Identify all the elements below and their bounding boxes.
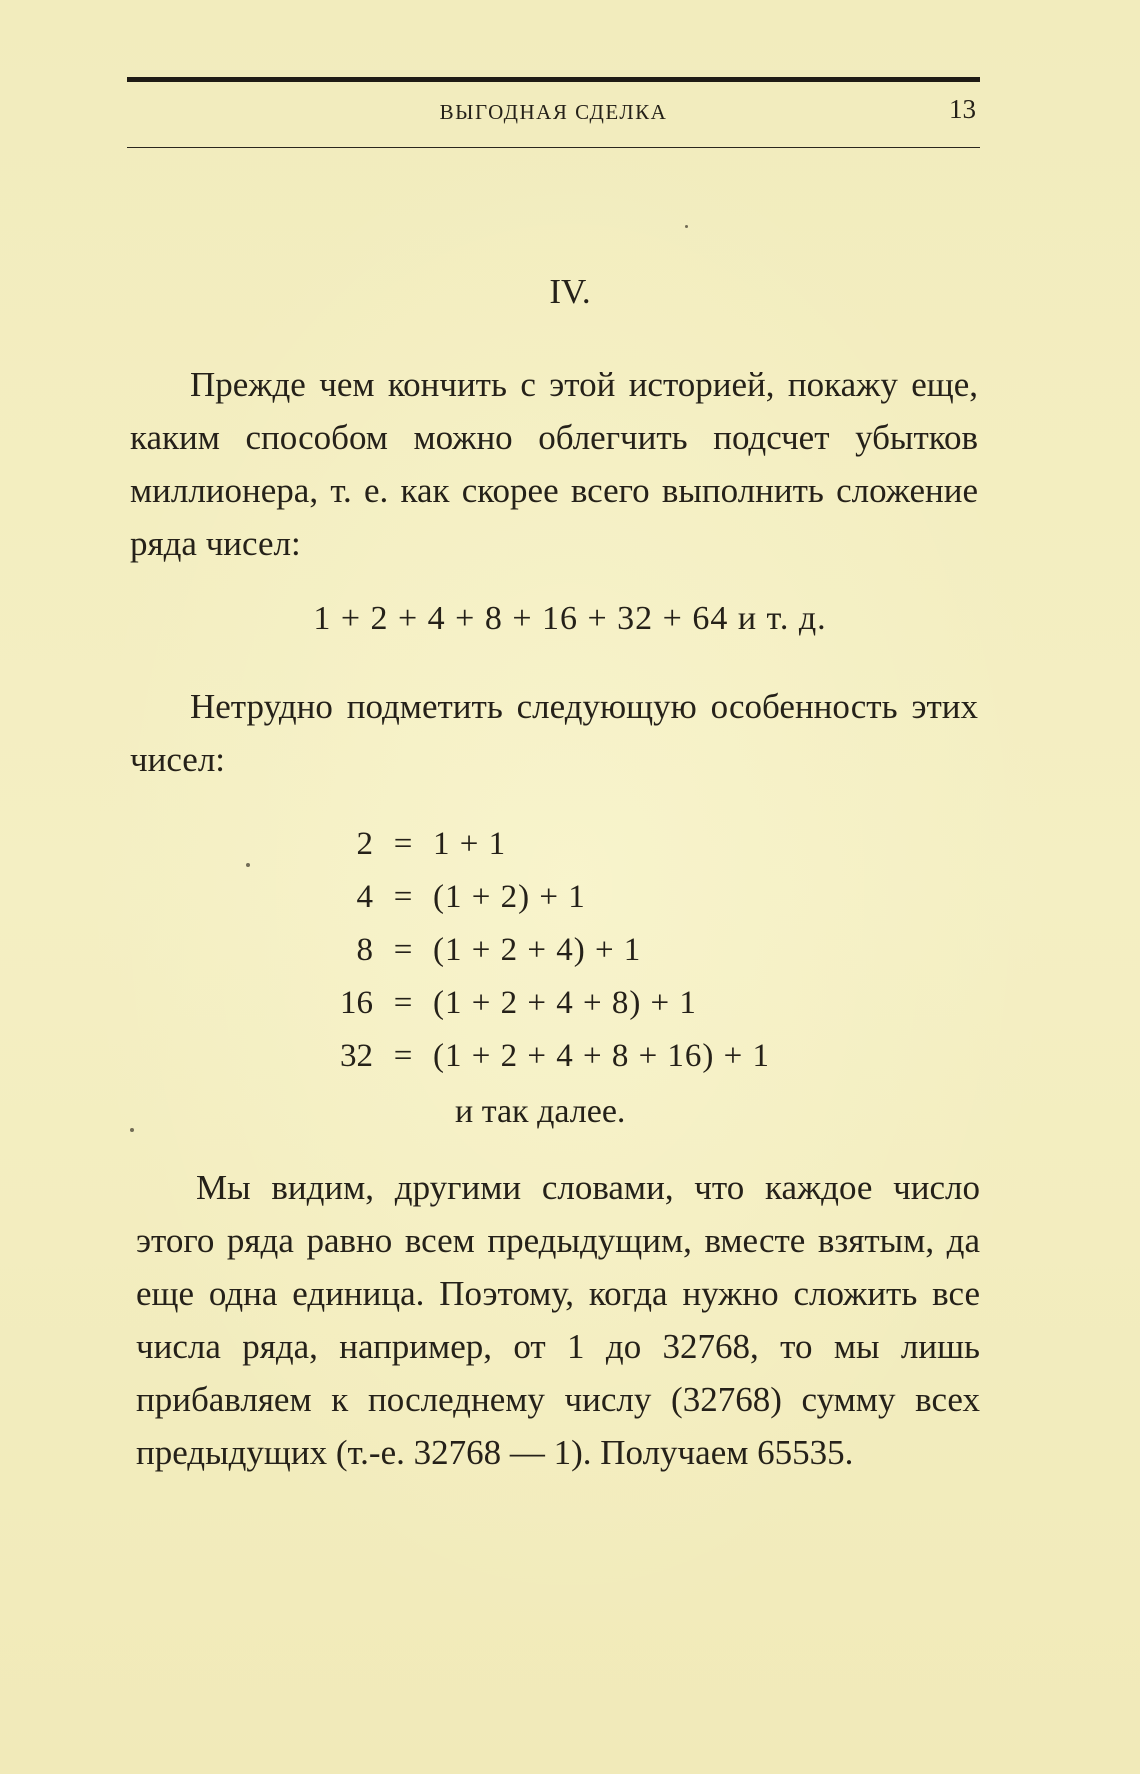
equation-lhs: 8 [356,932,373,968]
equation-rhs: (1 + 2) + 1 [433,879,586,915]
scan-speck [246,863,250,867]
equation-rhs: (1 + 2 + 4 + 8) + 1 [433,985,697,1021]
running-head [127,94,980,132]
equation-lhs: 32 [340,1038,373,1074]
equation-row [300,871,770,924]
paragraph-observe: Нетрудно подметить следующую особенность этих чисел: [130,687,978,779]
equation-lhs: 4 [356,879,373,915]
equation-rhs: (1 + 2 + 4 + 8 + 16) + 1 [433,1038,771,1074]
equation-sign: = [393,879,413,915]
equation-lhs: 2 [356,826,373,862]
equation-row [300,1030,770,1083]
equation-row [300,924,770,977]
equation-lhs: 16 [340,985,373,1021]
header-thin-rule [127,147,980,148]
scan-speck [130,1128,134,1132]
equation-sign: = [393,932,413,968]
equation-list [300,818,770,1083]
chapter-heading: IV. [549,272,591,311]
paragraph-intro: Прежде чем кончить с этой историей, покажу еще, каким способом можно облегчить подсчет убытков миллионера, т. е. как скорее всего выполнить сложение ряда чисел: [130,365,978,563]
equations-tail: и так далее. [455,1093,626,1130]
equation-row [300,977,770,1030]
page-number: 13 [949,94,976,124]
number-series: 1 + 2 + 4 + 8 + 16 + 32 + 64 и т. д. [313,600,827,637]
equation-rhs: 1 + 1 [433,826,507,862]
equation-sign: = [393,1038,413,1074]
equation-rhs: (1 + 2 + 4) + 1 [433,932,642,968]
running-title: ВЫГОДНАЯ СДЕЛКА [439,100,668,124]
equation-row [300,818,770,871]
scan-speck [685,225,688,228]
equation-sign: = [393,826,413,862]
header-thick-rule [127,77,980,82]
equation-sign: = [393,985,413,1021]
paragraph-conclusion: Мы видим, другими словами, что каждое число этого ряда равно всем предыдущим, вместе взятым, да еще одна единица. Поэтому, когда нужно сложить все числа ряда, например, от 1 до 32768, то мы лишь прибавляем к последнему числу (32768) сумму всех предыдущих (т.-е. 32768 — 1). Получаем 65535. [136,1168,980,1472]
